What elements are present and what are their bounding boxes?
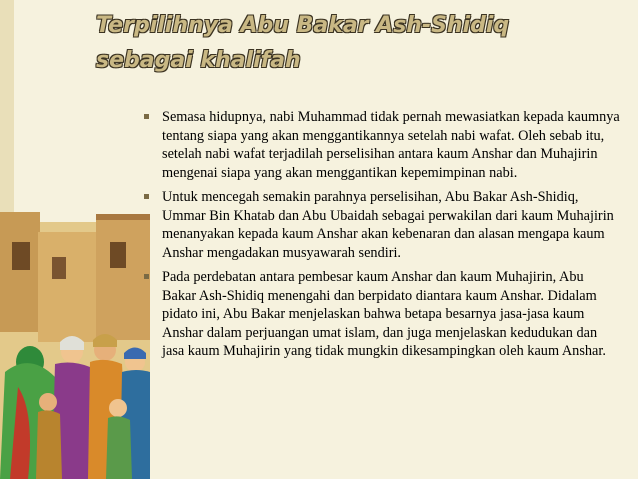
- bullet-item: [140, 108, 620, 182]
- bullet-square-icon: [144, 194, 149, 199]
- bullet-text: Pada perdebatan antara pembesar kaum Anshar dan kaum Muhajirin, Abu Bakar Ash-Shidiq menengahi dan berpidato diantara kaum Anshar. Didalam pidato ini, Abu Bakar menjelaskan bahwa betapa besarnya jasa-jasa kaum Anshar dalam perjuangan umat islam, dan juga menjelaskan kedudukan dan jasa kaum Muhajirin yang tidak mungkin dikesampingkan oleh kaum Anshar.: [162, 269, 606, 359]
- bullet-square-icon: [144, 274, 149, 279]
- slide-title-line-2: sebagai khalifah: [96, 48, 301, 73]
- bullet-text: Semasa hidupnya, nabi Muhammad tidak pernah mewasiatkan kepada kaumnya tentang siapa yang akan menggantikannya setelah nabi wafat. Oleh sebab itu, setelah nabi wafat terjadilah perselisihan antara kaum Anshar dan Muhajirin mengenai siapa yang akan menggantikan kepemimpinan nabi.: [162, 109, 620, 181]
- slide-title-line-1: Terpilihnya Abu Bakar Ash-Shidiq: [96, 13, 510, 38]
- slide-title: [96, 8, 616, 78]
- bullet-square-icon: [144, 114, 149, 119]
- crowd-illustration: [0, 212, 150, 479]
- bullet-list: [140, 108, 620, 367]
- bullet-item: [140, 188, 620, 262]
- bullet-text: Untuk mencegah semakin parahnya perselisihan, Abu Bakar Ash-Shidiq, Ummar Bin Khatab dan Abu Ubaidah sebagai perwakilan dari kaum Muhajirin menanyakan kepada kaum Anshar akan kebenaran dan alasan mengapa kaum Anshar mengadakan musyawarah sendiri.: [162, 189, 614, 261]
- bullet-item: [140, 268, 620, 361]
